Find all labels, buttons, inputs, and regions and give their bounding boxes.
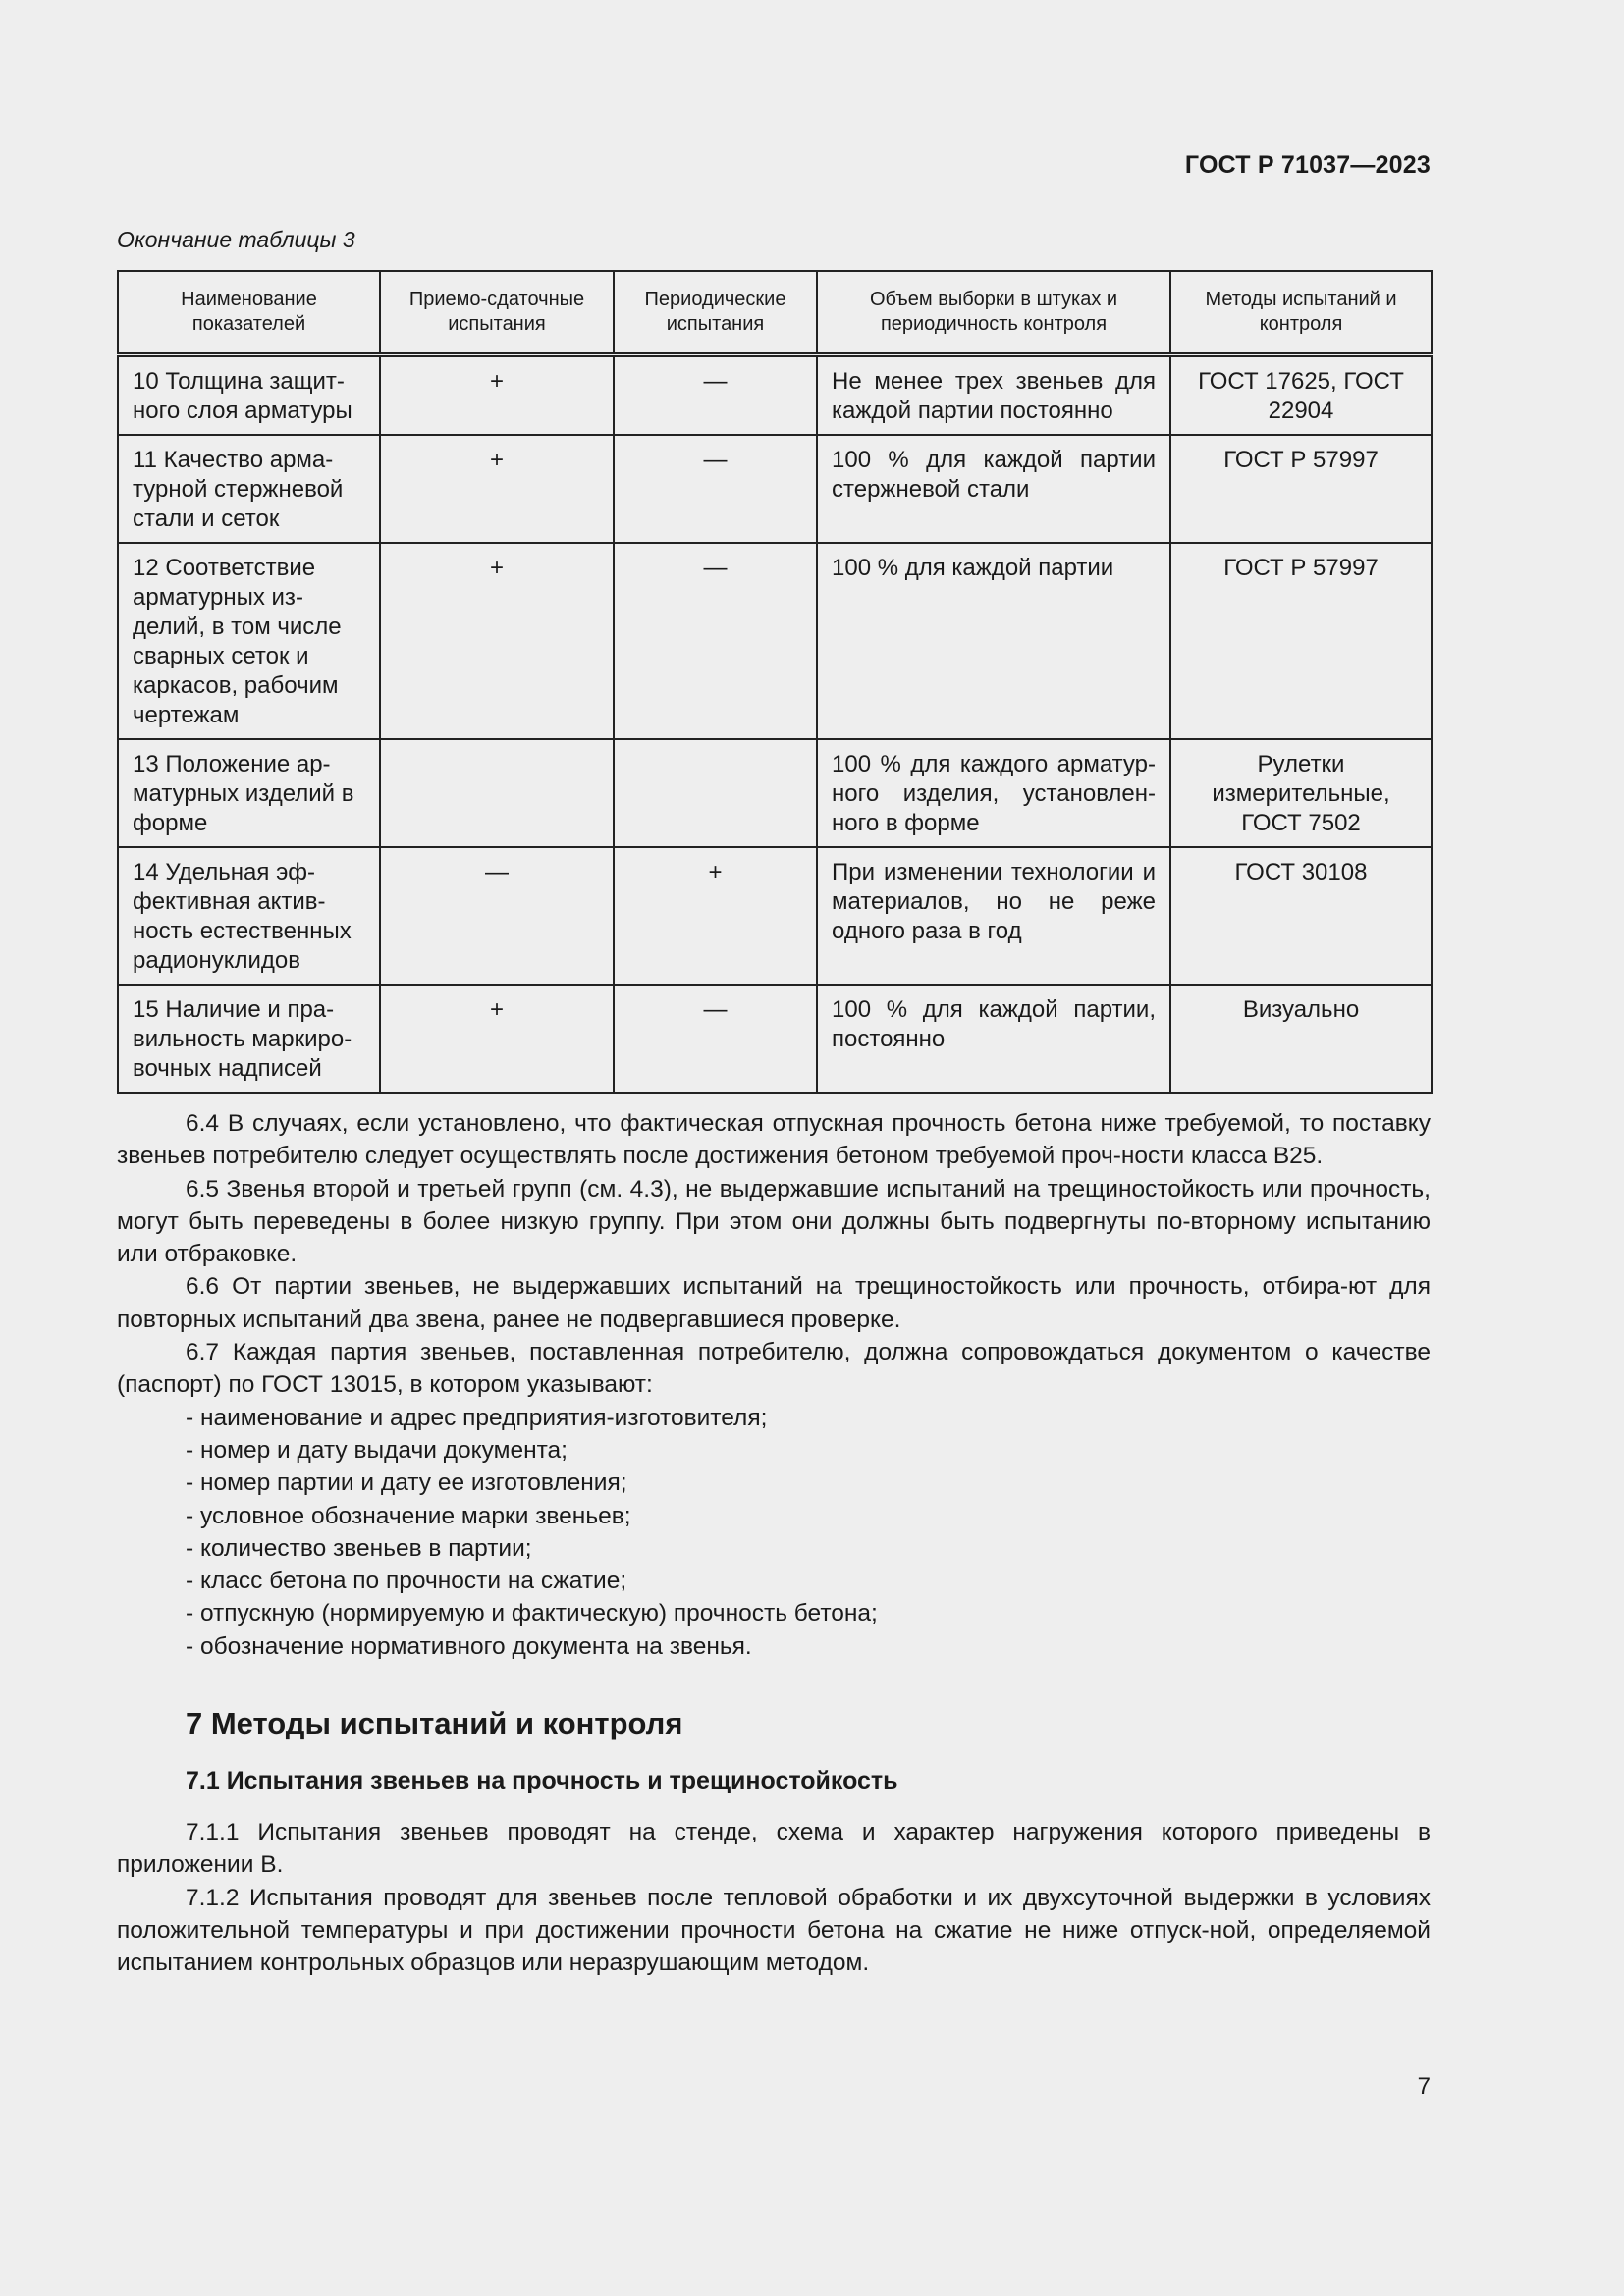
body-text (117, 1107, 1431, 1980)
subsection-title: 7.1 Испытания звеньев на прочность и трещиностойкость (186, 1767, 898, 1795)
test-method: Рулетки измерительные, ГОСТ 7502 (1170, 739, 1432, 847)
list-item: - номер и дату выдачи документа; (186, 1436, 568, 1464)
test-method: ГОСТ Р 57997 (1170, 543, 1432, 739)
table-row (118, 543, 1432, 739)
column-header: Приемо-сдаточные испытания (380, 271, 614, 355)
inspection-table (117, 270, 1433, 1094)
column-header: Объем выборки в штуках и периодичность контроля (817, 271, 1170, 355)
test-method: Визуально (1170, 985, 1432, 1093)
test-method: ГОСТ 30108 (1170, 847, 1432, 985)
acceptance-test-mark (380, 739, 614, 847)
page-number: 7 (1417, 2073, 1431, 2100)
periodic-test-mark: — (614, 355, 817, 436)
sample-size: 100 % для каждого арматур-ного изделия, установлен-ного в форме (817, 739, 1170, 847)
sample-size: 100 % для каждой партии стержневой стали (817, 435, 1170, 543)
test-method: ГОСТ Р 57997 (1170, 435, 1432, 543)
periodic-test-mark (614, 739, 817, 847)
table-row (118, 435, 1432, 543)
indicator-name: 10 Толщина защит-ного слоя арматуры (118, 355, 380, 436)
column-header: Периодические испытания (614, 271, 817, 355)
acceptance-test-mark: — (380, 847, 614, 985)
periodic-test-mark: — (614, 985, 817, 1093)
paragraph-7-1-1: 7.1.1 Испытания звеньев проводят на стенде, схема и характер нагружения которого приведены в приложении В. (117, 1819, 1431, 1879)
list-item: - обозначение нормативного документа на звенья. (186, 1632, 752, 1660)
paragraph-6-5: 6.5 Звенья второй и третьей групп (см. 4.3), не выдержавшие испытаний на трещиностойкость или прочность, могут быть переведены в более низкую группу. При этом они должны быть подвергнуты по-вторному испытанию или отбраковке. (117, 1175, 1431, 1268)
table-row (118, 847, 1432, 985)
indicator-name: 13 Положение ар-матурных изделий в форме (118, 739, 380, 847)
periodic-test-mark: + (614, 847, 817, 985)
sample-size: При изменении технологии и материалов, но не реже одного раза в год (817, 847, 1170, 985)
paragraph-6-6: 6.6 От партии звеньев, не выдержавших испытаний на трещиностойкость или прочность, отбира-ют для повторных испытаний два звена, ранее не подвергавшиеся проверке. (117, 1273, 1431, 1333)
indicator-name: 14 Удельная эф-фективная актив-ность естественных радионуклидов (118, 847, 380, 985)
paragraph-6-4: 6.4 В случаях, если установлено, что фактическая отпускная прочность бетона ниже требуемой, то поставку звеньев потребителю следует осуществлять после достижения бетоном требуемой проч-ности класса В25. (117, 1110, 1431, 1170)
periodic-test-mark: — (614, 435, 817, 543)
acceptance-test-mark: + (380, 543, 614, 739)
list-item: - номер партии и дату ее изготовления; (186, 1469, 627, 1497)
acceptance-test-mark: + (380, 985, 614, 1093)
sample-size: Не менее трех звеньев для каждой партии постоянно (817, 355, 1170, 436)
table-row (118, 355, 1432, 436)
paragraph-7-1-2: 7.1.2 Испытания проводят для звеньев после тепловой обработки и их двухсуточной выдержки в условиях положительной температуры и при достижении прочности бетона на сжатие не ниже отпуск-ной, определяемой испытанием контрольных образцов или неразрушающим методом. (117, 1884, 1431, 1977)
test-method: ГОСТ 17625, ГОСТ 22904 (1170, 355, 1432, 436)
list-item: - условное обозначение марки звеньев; (186, 1502, 631, 1529)
table-row (118, 985, 1432, 1093)
sample-size: 100 % для каждой партии (817, 543, 1170, 739)
indicator-name: 12 Соответствие арматурных из-делий, в том числе сварных сеток и каркасов, рабочим чертежам (118, 543, 380, 739)
sample-size: 100 % для каждой партии, постоянно (817, 985, 1170, 1093)
indicator-name: 11 Качество арма-турной стержневой стали и сеток (118, 435, 380, 543)
list-item: - отпускную (нормируемую и фактическую) прочность бетона; (186, 1600, 878, 1628)
table-row (118, 739, 1432, 847)
column-header: Методы испытаний и контроля (1170, 271, 1432, 355)
acceptance-test-mark: + (380, 435, 614, 543)
section-title: 7 Методы испытаний и контроля (186, 1706, 683, 1741)
indicator-name: 15 Наличие и пра-вильность маркиро-вочных надписей (118, 985, 380, 1093)
list-item: - количество звеньев в партии; (186, 1534, 532, 1562)
list-item: - наименование и адрес предприятия-изготовителя; (186, 1404, 768, 1431)
document-code: ГОСТ Р 71037—2023 (1184, 151, 1431, 179)
table-caption: Окончание таблицы 3 (117, 227, 355, 252)
acceptance-test-mark: + (380, 355, 614, 436)
periodic-test-mark: — (614, 543, 817, 739)
column-header: Наименование показателей (118, 271, 380, 355)
paragraph-6-7: 6.7 Каждая партия звеньев, поставленная потребителю, должна сопровождаться документом о качестве (паспорт) по ГОСТ 13015, в котором указывают: (117, 1339, 1431, 1399)
table-header-row (118, 271, 1432, 355)
list-item: - класс бетона по прочности на сжатие; (186, 1568, 627, 1595)
